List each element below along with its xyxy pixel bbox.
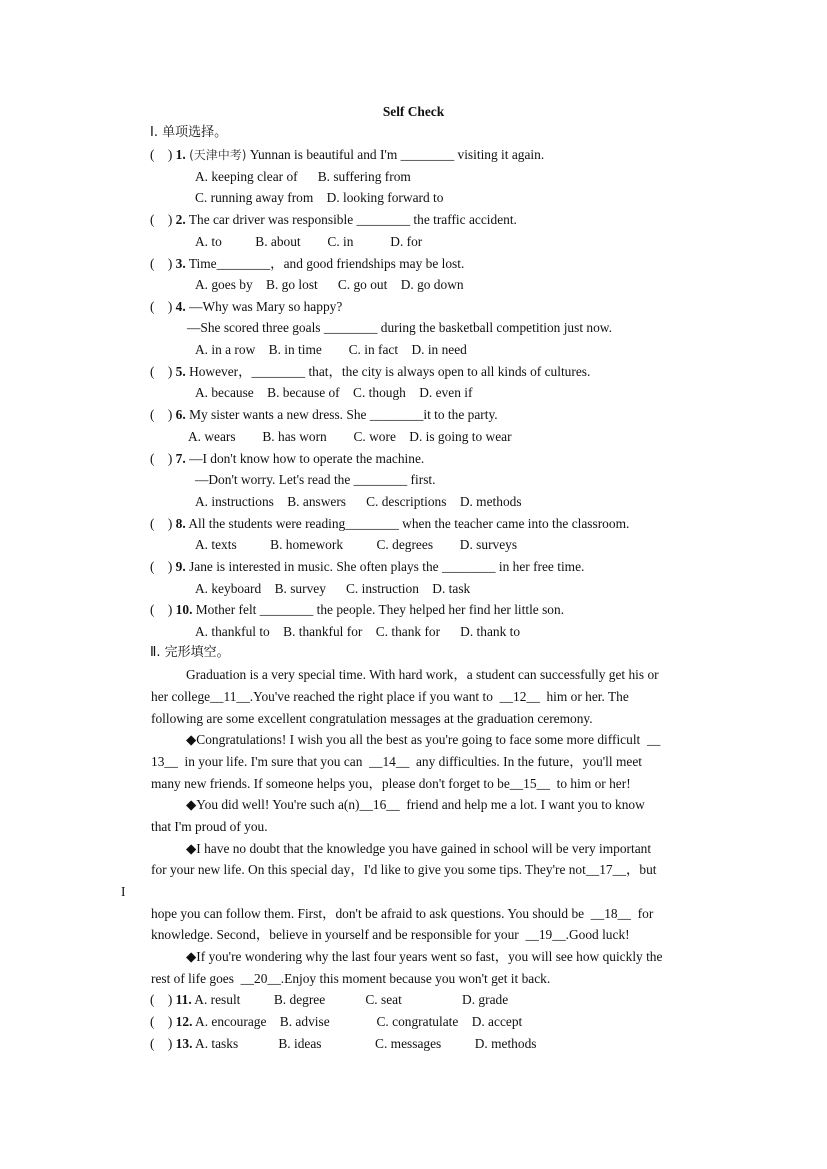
question-number: 5. (175, 364, 186, 379)
answer-bracket[interactable]: ( ) (150, 212, 176, 227)
answer-bracket[interactable]: ( ) (150, 299, 176, 314)
answer-bracket[interactable]: ( ) (150, 256, 176, 271)
question-4 (150, 299, 342, 315)
passage-line: ◆Congratulations! I wish you all the best as you're going to face some more difficult __ (186, 732, 661, 747)
section-heading-2: Ⅱ. 完形填空。 (150, 645, 230, 660)
question-4-options: A. in a row B. in time C. in fact D. in need (195, 342, 467, 357)
passage-line: ◆You did well! You're such a(n)__16__ friend and help me a lot. I want you to know (186, 797, 645, 812)
question-8-options: A. texts B. homework C. degrees D. surveys (195, 537, 518, 552)
answer-bracket[interactable]: ( ) (150, 992, 176, 1007)
question-4-line-2: —She scored three goals ________ during the basketball competition just now. (187, 320, 612, 335)
answer-bracket[interactable]: ( ) (150, 1014, 176, 1029)
question-text: The car driver was responsible ________ the traffic accident. (185, 212, 517, 227)
passage-line: 13__ in your life. I'm sure that you can __14__ any difficulties. In the future，you'll meet (151, 754, 642, 769)
question-text: Jane is interested in music. She often plays the ________ in her free time. (185, 559, 585, 574)
question-5 (150, 364, 590, 380)
question-text: However，________ that，the city is always open to all kinds of cultures. (185, 364, 591, 379)
passage-line: rest of life goes __20__.Enjoy this moment because you won't get it back. (151, 971, 551, 986)
passage-line: her college__11__.You've reached the right place if you want to __12__ him or her. The (151, 689, 629, 704)
answer-bracket[interactable]: ( ) (150, 516, 176, 531)
question-number: 11. (175, 992, 192, 1007)
question-10-options: A. thankful to B. thankful for C. thank for D. thank to (195, 624, 521, 639)
question-number: 9. (175, 559, 186, 574)
passage-line: hope you can follow them. First，don't be afraid to ask questions. You should be __18__ for (151, 906, 654, 921)
answer-bracket[interactable]: ( ) (150, 147, 176, 162)
passage-line: following are some excellent congratulation messages at the graduation ceremony. (151, 711, 593, 726)
question-source: (天津中考) (189, 148, 247, 162)
answer-bracket[interactable]: ( ) (150, 407, 176, 422)
question-number: 12. (175, 1014, 193, 1029)
question-number: 3. (175, 256, 186, 271)
passage-line: for your new life. On this special day，I'd like to give you some tips. They're not__17__，but (151, 862, 657, 877)
question-number: 1. (175, 147, 186, 162)
question-3 (150, 256, 464, 272)
question-number: 10. (175, 602, 193, 617)
question-number: 13. (175, 1036, 193, 1051)
question-number: 4. (175, 299, 186, 314)
question-7 (150, 451, 424, 467)
question-5-options: A. because B. because of C. though D. even if (195, 385, 473, 400)
question-1-options-ab: A. keeping clear of B. suffering from (195, 169, 411, 184)
question-9 (150, 559, 584, 575)
question-6-options: A. wears B. has worn C. wore D. is going to wear (188, 429, 512, 444)
question-9-options: A. keyboard B. survey C. instruction D. task (195, 581, 471, 596)
question-number: 6. (175, 407, 186, 422)
question-8 (150, 516, 629, 532)
question-number: 7. (175, 451, 186, 466)
question-number: 8. (175, 516, 186, 531)
question-options: A. result B. degree C. seat D. grade (194, 992, 509, 1007)
question-10 (150, 602, 564, 618)
question-options: A. encourage B. advise C. congratulate D. accept (195, 1014, 523, 1029)
question-text: —I don't know how to operate the machine. (185, 451, 425, 466)
question-text: Time________，and good friendships may be lost. (185, 256, 465, 271)
question-2-options: A. to B. about C. in D. for (195, 234, 423, 249)
passage-line: ◆I have no doubt that the knowledge you have gained in school will be very important (186, 841, 652, 856)
question-options: A. tasks B. ideas C. messages D. methods (195, 1036, 537, 1051)
passage-line: ◆If you're wondering why the last four years went so fast，you will see how quickly the (186, 949, 663, 964)
answer-bracket[interactable]: ( ) (150, 364, 176, 379)
passage-line: Graduation is a very special time. With hard work，a student can successfully get his or (186, 667, 659, 682)
answer-bracket[interactable]: ( ) (150, 559, 176, 574)
question-1 (150, 147, 544, 163)
cloze-question-11 (150, 992, 508, 1008)
question-text: Mother felt ________ the people. They helped her find her little son. (192, 602, 565, 617)
answer-bracket[interactable]: ( ) (150, 1036, 176, 1051)
question-text: My sister wants a new dress. She ________it to the party. (185, 407, 498, 422)
passage-line: that I'm proud of you. (151, 819, 268, 834)
question-6 (150, 407, 498, 423)
question-7-line-2: —Don't worry. Let's read the ________ first. (195, 472, 436, 487)
passage-line: I (121, 884, 126, 899)
page-title: Self Check (382, 104, 445, 119)
question-text: All the students were reading________ when the teacher came into the classroom. (185, 516, 630, 531)
answer-bracket[interactable]: ( ) (150, 602, 176, 617)
question-text: —Why was Mary so happy? (185, 299, 343, 314)
question-1-options-cd: C. running away from D. looking forward to (195, 190, 444, 205)
cloze-question-12 (150, 1014, 522, 1030)
question-7-options: A. instructions B. answers C. descriptions D. methods (195, 494, 522, 509)
question-2 (150, 212, 517, 228)
question-3-options: A. goes by B. go lost C. go out D. go down (195, 277, 464, 292)
section-heading-1: Ⅰ. 单项选择。 (150, 125, 228, 140)
answer-bracket[interactable]: ( ) (150, 451, 176, 466)
question-text: Yunnan is beautiful and I'm ________ visiting it again. (246, 147, 545, 162)
question-number: 2. (175, 212, 186, 227)
passage-line: many new friends. If someone helps you，please don't forget to be__15__ to him or her! (151, 776, 631, 791)
passage-line: knowledge. Second，believe in yourself and be responsible for your __19__.Good luck! (151, 927, 630, 942)
cloze-question-13 (150, 1036, 536, 1052)
